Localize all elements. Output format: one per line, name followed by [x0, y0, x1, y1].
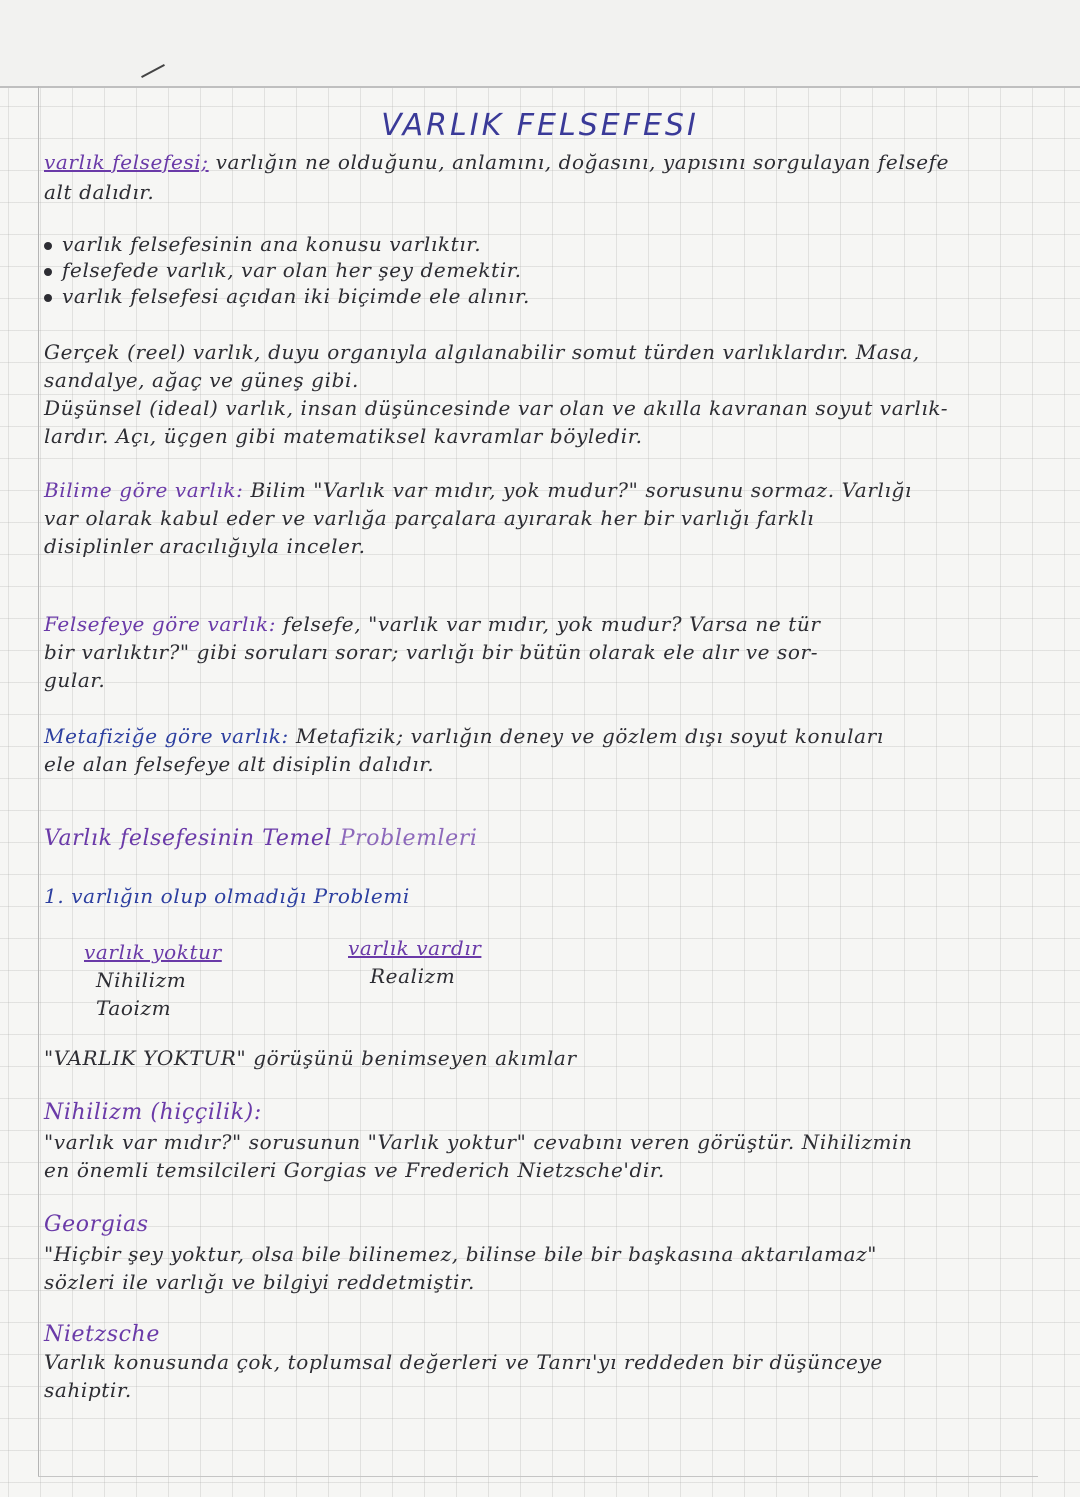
bullet-item — [44, 284, 530, 308]
nietzsche-line-2: sahiptir. — [44, 1378, 132, 1402]
gorgias-line-1: "Hiçbir şey yoktur, olsa bile bilinemez, bilinse bile bir başkasına aktarılamaz" — [44, 1242, 878, 1266]
bullet-item — [44, 258, 522, 282]
nihilism-line-1: "varlık var mıdır?" sorusunun "Varlık yoktur" cevabını veren görüştür. Nihilizmin — [44, 1130, 913, 1154]
intro-term: varlık felsefesi; — [44, 150, 209, 174]
currents-line: "VARLIK YOKTUR" görüşünü benimseyen akımlar — [44, 1046, 577, 1070]
metaphysics-heading: Metafiziğe göre varlık: — [44, 724, 289, 748]
intro-line-1-text: varlığın ne olduğunu, anlamını, doğasını, yapısını sorgulayan felsefe — [215, 150, 950, 174]
real-ideal-line-3: Düşünsel (ideal) varlık, insan düşüncesinde var olan ve akılla kavranan soyut varlık- — [44, 396, 949, 420]
column-left-item: Taoizm — [96, 996, 172, 1020]
column-left-title: varlık yoktur — [84, 940, 222, 964]
science-heading: Bilime göre varlık: — [44, 478, 244, 502]
science-line-2: var olarak kabul eder ve varlığa parçalara ayırarak her bir varlığı farklı — [44, 506, 815, 530]
page-header-area — [0, 0, 1080, 88]
problem-item-1-a: varlığın olup — [71, 884, 208, 908]
column-left-item: Nihilizm — [96, 968, 187, 992]
philosophy-heading: Felsefeye göre varlık: — [44, 612, 277, 636]
problems-heading-a: Varlık felsefesinin Temel — [44, 826, 333, 851]
nietzsche-line-1: Varlık konusunda çok, toplumsal değerleri ve Tanrı'yı reddeden bir düşünceye — [44, 1350, 883, 1374]
bullet-text: varlık felsefesinin ana konusu varlıktır. — [62, 232, 482, 256]
philosophy-line-1 — [44, 612, 821, 636]
science-line-1-text: Bilim "Varlık var mıdır, yok mudur?" sorusunu sormaz. Varlığı — [250, 478, 912, 502]
bullet-item — [44, 232, 481, 256]
bullet-icon — [44, 242, 52, 250]
metaphysics-line-2: ele alan felsefeye alt disiplin dalıdır. — [44, 752, 435, 776]
nihilism-heading: Nihilizm (hiççilik): — [44, 1100, 262, 1125]
nietzsche-heading: Nietzsche — [44, 1322, 160, 1347]
philosophy-line-2: bir varlıktır?" gibi soruları sorar; varlığı bir bütün olarak ele alır ve sor- — [44, 640, 819, 664]
science-line-1 — [44, 478, 912, 502]
nihilism-line-2: en önemli temsilcileri Gorgias ve Frederich Nietzsche'dir. — [44, 1158, 665, 1182]
gorgias-heading: Georgias — [44, 1212, 149, 1237]
metaphysics-line-1 — [44, 724, 884, 748]
philosophy-line-3: gular. — [44, 668, 106, 692]
problem-item-1-num: 1. — [44, 884, 65, 908]
philosophy-line-1-text: felsefe, "varlık var mıdır, yok mudur? Varsa ne tür — [283, 612, 821, 636]
bottom-line — [38, 1476, 1038, 1477]
real-ideal-line-1: Gerçek (reel) varlık, duyu organıyla algılanabilir somut türden varlıklardır. Masa, — [44, 340, 920, 364]
metaphysics-line-1-text: Metafizik; varlığın deney ve gözlem dışı soyut konuları — [295, 724, 884, 748]
problems-heading — [44, 826, 478, 851]
intro-line-1 — [44, 150, 949, 174]
science-line-3: disiplinler aracılığıyla inceler. — [44, 534, 366, 558]
intro-line-2: alt dalıdır. — [44, 180, 155, 204]
column-right-item: Realizm — [370, 964, 456, 988]
bullet-text: felsefede varlık, var olan her şey demektir. — [62, 258, 522, 282]
problem-item-1 — [44, 884, 410, 908]
bullet-icon — [44, 268, 52, 276]
real-ideal-line-2: sandalye, ağaç ve güneş gibi. — [44, 368, 359, 392]
page-title: VARLIK FELSEFESI — [381, 108, 699, 143]
margin-line — [38, 86, 39, 1476]
bullet-text: varlık felsefesi açıdan iki biçimde ele alınır. — [62, 284, 530, 308]
gorgias-line-2: sözleri ile varlığı ve bilgiyi reddetmiştir. — [44, 1270, 475, 1294]
problems-heading-b: Problemleri — [339, 826, 478, 851]
column-right-title: varlık vardır — [348, 936, 482, 960]
real-ideal-line-4: lardır. Açı, üçgen gibi matematiksel kavramlar böyledir. — [44, 424, 643, 448]
problem-item-1-b: olmadığı Problemi — [214, 884, 410, 908]
bullet-icon — [44, 294, 52, 302]
